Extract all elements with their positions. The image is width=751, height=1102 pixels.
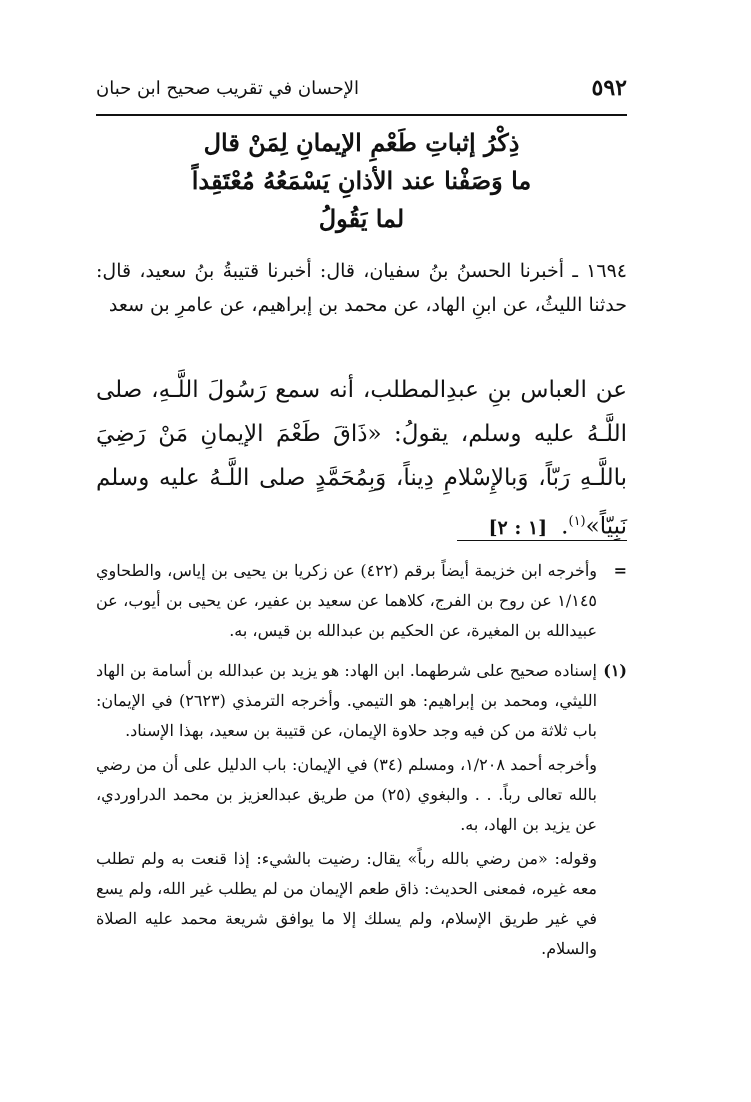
chain-of-narration: ١٦٩٤ ـ أخبرنا الحسنُ بنُ سفيان، قال: أخبرنا قتيبةُ بنُ سعيد، قال: حدثنا الليثُ، عن ابنِ الهاد، عن محمد بن إبراهيم، عن عامرِ بن سعد [96,260,627,316]
footnote-marker-continued: = [613,561,627,580]
header-rule [96,114,627,116]
hadith-text: عن العباس بنِ عبدِالمطلب، أنه سمع رَسُولَ اللَّـهِ، صلى اللَّـهُ عليه وسلم، يقولُ: «ذَاقَ طَعْمَ الإيمانِ مَنْ رَضِيَ باللَّـهِ رَبّاً، وَبالإِسْلامِ دِيناً، وَبِمُحَمَّدٍ صلى اللَّـهُ عليه وسلم نَبِيّاً» [96,377,627,540]
chapter-heading-line-1: ذِكْرُ إثباتِ طَعْمِ الإيمانِ لِمَنْ قال [203,128,520,157]
footnote-paragraph: وأخرجه أحمد ١/٢٠٨، ومسلم (٣٤) في الإيمان: باب الدليل على أن من رضي بالله تعالى رباً. . . والبغوي (٢٥) من طريق عبدالعزيز بن محمد الدراوردي، عن يزيد بن الهاد، به. [96,755,598,834]
footnote-paragraph: إسناده صحيح على شرطهما. ابن الهاد: هو يزيد بن عبدالله بن أسامة بن الهاد الليثي، ومحمد بن إبراهيم: هو التيمي. وأخرجه الترمذي (٢٦٢٣) في الإيمان: باب ثلاثة من كن فيه وجد حلاوة الإيمان، عن قتيبة بن سعيد، بهذا الإسناد. [96,661,598,740]
running-title: الإحسان في تقريب صحيح ابن حبان [96,77,360,99]
footnote-paragraph: وأخرجه ابن خزيمة أيضاً برقم (٤٢٢) عن زكريا بن يحيى بن إياس، والطحاوي ١/١٤٥ عن روح بن الفرج، كلاهما عن سعيد بن عفير، عن يحيى بن أيوب، عن عبيدالله بن المغيرة، عن الحكيم بن عبدالله بن قيس، به. [96,561,598,640]
footnote-body [96,656,597,968]
hadith-reference: [١ : ٢] [488,516,548,539]
chapter-heading-line-3: لما يَقُولُ [318,204,405,233]
footnote-1 [96,656,627,968]
footnotes [96,556,627,974]
footnote-separator [457,540,627,541]
chapter-heading-line-2: ما وَصَفْنا عند الأذانِ يَسْمَعُهُ مُعْتَقِداً [191,166,532,195]
chapter-heading [96,124,627,238]
footnote-continued [96,556,627,650]
footnote-marker: (١) [568,514,586,529]
footnote-paragraph: وقوله: «من رضي بالله رباً» يقال: رضيت بالشيء: إذا قنعت به ولم تطلب معه غيره، فمعنى الحديث: ذاق طعم الإيمان من لم يطلب غير الله، ولم يسع في غير طريق الإسلام، ولم يسلك إلا ما يوافق شريعة محمد عليه الصلاة والسلام. [96,849,597,958]
hadith-text-block: عن العباس بنِ عبدِالمطلب، أنه سمع رَسُولَ اللَّـهِ، صلى اللَّـهُ عليه وسلم، يقولُ: «ذَاقَ طَعْمَ الإيمانِ مَنْ رَضِيَ باللَّـهِ رَبّاً، وَبالإِسْلامِ دِيناً، وَبِمُحَمَّدٍ صلى اللَّـهُ عليه وسلم نَبِيّاً»$^{(١)}$.[١ : ٢] [96,377,627,540]
running-header [96,70,627,106]
footnote-marker-1: (١) [603,661,627,680]
page-number: ٥٩٢ [591,75,627,101]
footnote-body [96,556,597,650]
